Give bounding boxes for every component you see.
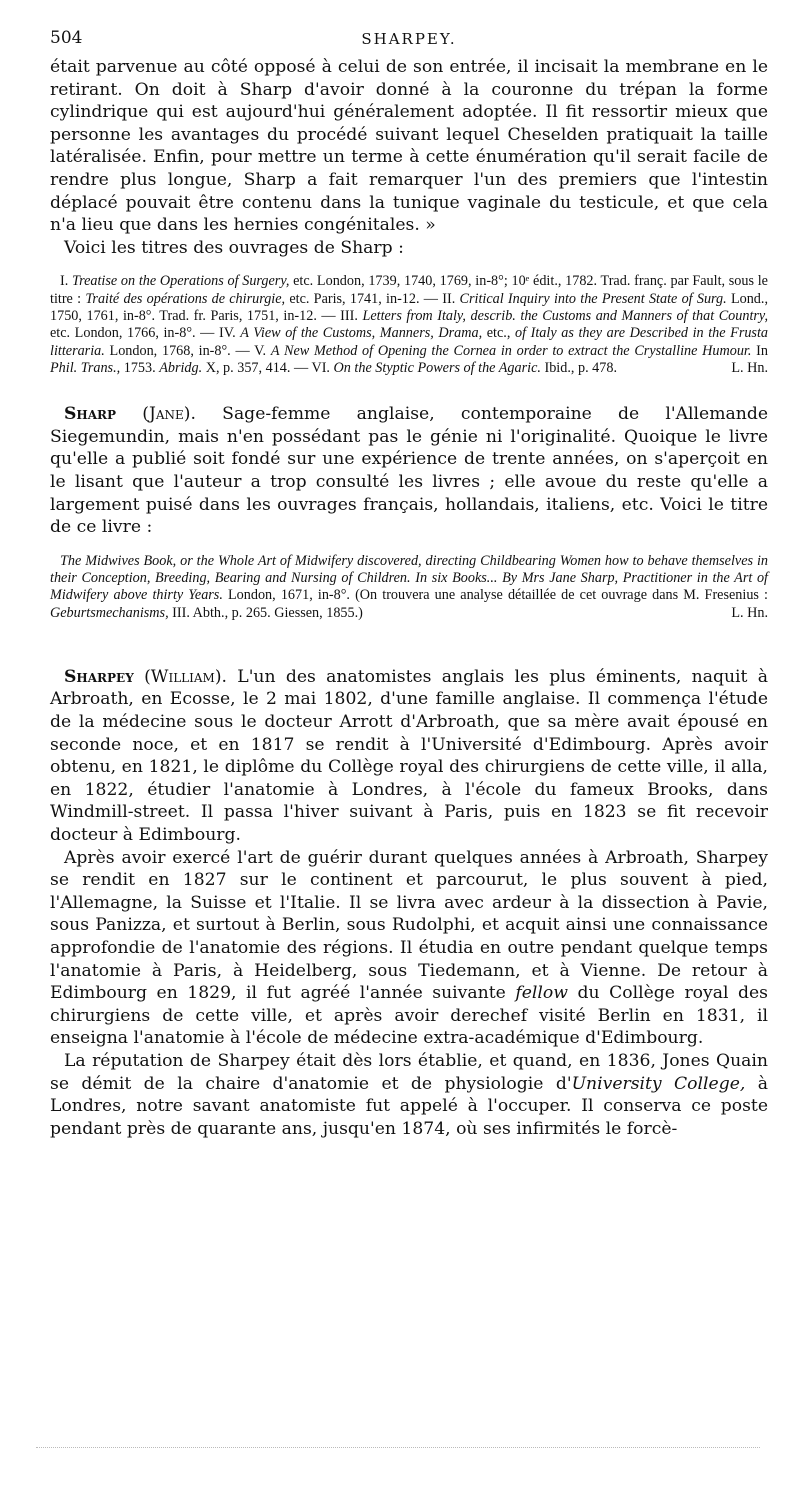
author-signature: L. Hn. xyxy=(731,604,768,621)
sharp-bibliography: I. Treatise on the Operations of Surgery, etc. London, 1739, 1740, 1769, in-8°; 10ᵉ édit., 1782. Trad. franç. par Fault, sous le titre : Traité des opérations de chirurgie, etc. Paris, 1741, in-12. — II. Critical Inquiry into the Present State of Surg. Lond., 1750, 1761, in-8°. Trad. fr. Paris, 1751, in-12. — III. Letters from Italy, describ. the Customs and Manners of that Country, etc. London, 1766, in-8°. — IV. A View of the Customs, Manners, Drama, etc., of Italy as they are Described in the Frusta litteraria. London, 1768, in-8°. — V. A New Method of Opening the Cornea in order to extract the Crystalline Humour. In Phil. Trans., 1753. Abridg. X, p. 357, 414. — VI. On the Styptic Powers of the Agaric. Ibid., p. 478. L. Hn. xyxy=(50,273,768,376)
entry-qualifier: (William). xyxy=(144,666,227,687)
author-signature: L. Hn. xyxy=(731,359,768,376)
running-head xyxy=(50,28,768,56)
entry-heading: Sharp xyxy=(64,404,117,425)
jane-sharp-entry: Sharp (Jane). Sage-femme anglaise, contemporaine de l'Allemande Siegemundin, mais n'en possédant pas le génie ni l'originalité. Quoique le livre qu'elle a publié soit fondé sur une expérience de trente années, on s'aperçoit en le lisant que l'auteur a trop consulté les livres ; elle avoue du reste qu'elle a largement puisé dans les ouvrages français, hollandais, italiens, etc. Voici le titre de ce livre : xyxy=(50,404,768,538)
continuation-paragraph: était parvenue au côté opposé à celui de son entrée, il incisait la membrane en le retirant. On doit à Sharp d'avoir donné à la couronne du trépan la forme cylindrique qui est aujourd'hui généralement adoptée. Il fit ressortir mieux que personne les avantages du procédé suivant lequel Cheselden pratiquait la taille latéralisée. Enfin, pour mettre un terme à cette énumération qu'il serait facile de rendre plus longue, Sharp a fait remarquer l'un des premiers que l'intestin déplacé pouvait être contenu dans la tunique vaginale du testicule, et que cela n'a lieu que dans les hernies congénitales. » xyxy=(50,57,768,236)
titles-intro: Voici les titres des ouvrages de Sharp : xyxy=(64,237,404,258)
page xyxy=(50,28,768,1140)
running-title: SHARPEY. xyxy=(361,30,457,48)
body-paragraph: Après avoir exercé l'art de guérir durant quelques années à Arbroath, Sharpey se rendit en 1827 sur le continent et parcourut, le plus souvent à pied, l'Allemagne, la Suisse et l'Italie. Il se livra avec ardeur à la dissection à Pavie, sous Panizza, et surtout à Berlin, sous Rudolphi, et acquit ainsi une connaissance approfondie de l'anatomie des régions. Il étudia en outre pendant quelque temps l'anatomie à Paris, à Heidelberg, sous Tiedemann, et à Vienne. De retour à Edimbourg en 1829, il fut agréé l'année suivante fellow du Collège royal des chirurgiens de cette ville, et après avoir derechef visité Berlin en 1831, il enseigna l'anatomie à l'école de médecine extra-académique d'Edimbourg. xyxy=(50,847,768,1049)
william-sharpey-entry: Sharpey (William). L'un des anatomistes anglais les plus éminents, naquit à Arbroath, en Ecosse, le 2 mai 1802, d'une famille anglaise. Il commença l'étude de la médecine sous le docteur Arrott d'Arbroath, que sa mère avait épousé en seconde noce, et en 1817 se rendit à l'Université d'Edimbourg. Après avoir obtenu, en 1821, le diplôme du Collège royal des chirurgiens de cette ville, il alla, en 1822, étudier l'anatomie à Londres, à l'école du fameux Brooks, dans Windmill-street. Il passa l'hiver suivant à Paris, puis en 1823 se fit recevoir docteur à Edimbourg. xyxy=(50,666,768,846)
entry-qualifier: (Jane). xyxy=(142,404,196,425)
entry-heading: Sharpey xyxy=(64,666,134,687)
page-number: 504 xyxy=(50,28,83,48)
body-paragraph: La réputation de Sharpey était dès lors établie, et quand, en 1836, Jones Quain se démit de la chaire d'anatomie et de physiologie d'University College, à Londres, notre savant anatomiste fut appelé à l'occuper. Il conserva ce poste pendant près de quarante ans, jusqu'en 1874, où ses infirmités le forcè- xyxy=(50,1050,768,1139)
jane-sharp-bibliography: The Midwives Book, or the Whole Art of Midwifery discovered, directing Childbearing Women how to behave themselves in their Conception, Breeding, Bearing and Nursing of Children. In six Books... By Mrs Jane Sharp, Practitioner in the Art of Midwifery above thirty Years. London, 1671, in-8°. (On trouvera une analyse détaillée de cet ouvrage dans M. Fresenius : Geburtsmechanisms, III. Abth., p. 265. Giessen, 1855.) L. Hn. xyxy=(50,552,768,621)
bottom-rule xyxy=(36,1447,760,1448)
